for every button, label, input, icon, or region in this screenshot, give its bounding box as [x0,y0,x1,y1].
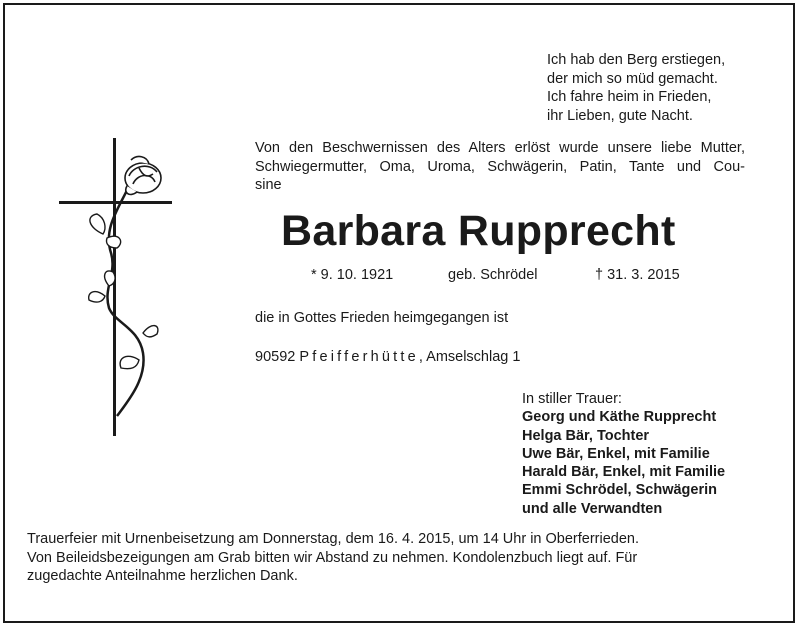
mourner-name: Georg und Käthe Rupprecht [522,409,717,426]
address [255,349,520,365]
mourner-name: Harald Bär, Enkel, mit Familie [522,464,726,481]
intro-text [255,139,745,195]
mourner-name: und alle Verwandten [522,500,663,517]
mourner-name: Emmi Schrödel, Schwägerin [522,482,717,499]
poem [547,51,777,125]
poem-line: Ich hab den Berg erstiegen, [547,52,726,68]
poem-line: ihr Lieben, gute Nacht. [547,107,693,124]
address-zip: 90592 [255,349,296,365]
maiden-name: geb. Schrödel [448,267,538,283]
footer-text [27,530,752,586]
intro-line: sine [255,177,282,193]
poem-line: Ich fahre heim in Frieden, [547,89,712,105]
cross-with-rose-icon [51,138,181,438]
death-date: † 31. 3. 2015 [595,267,680,283]
intro-line: Schwiegermutter, Oma, Uroma, Schwägerin, Patin, Tante und Cou- [255,158,745,175]
birth-date: * 9. 10. 1921 [311,267,394,283]
poem-line: der mich so müd gemacht. [547,70,718,87]
obituary-notice [3,3,795,623]
mourners [522,390,725,518]
intro-line: Von den Beschwernissen des Alters erlöst wurde unsere liebe Mutter, [255,140,745,156]
footer-line: Trauerfeier mit Urnenbeisetzung am Donnerstag, dem 16. 4. 2015, um 14 Uhr in Oberferrieden. [27,531,639,547]
passed-text: die in Gottes Frieden heimgegangen ist [255,310,509,326]
mourner-name: Uwe Bär, Enkel, mit Familie [522,445,710,462]
deceased-name: Barbara Rupprecht [281,207,676,255]
address-street: , Amselschlag 1 [418,349,521,365]
mourners-heading: In stiller Trauer: [522,391,622,407]
footer-line: Von Beileidsbezeigungen am Grab bitten wir Abstand zu nehmen. Kondolenzbuch liegt auf. Für [27,549,638,566]
mourner-name: Helga Bär, Tochter [522,427,650,444]
address-place: Pfeifferhütte [299,349,419,365]
footer-line: zugedachte Anteilnahme herzlichen Dank. [27,568,298,584]
